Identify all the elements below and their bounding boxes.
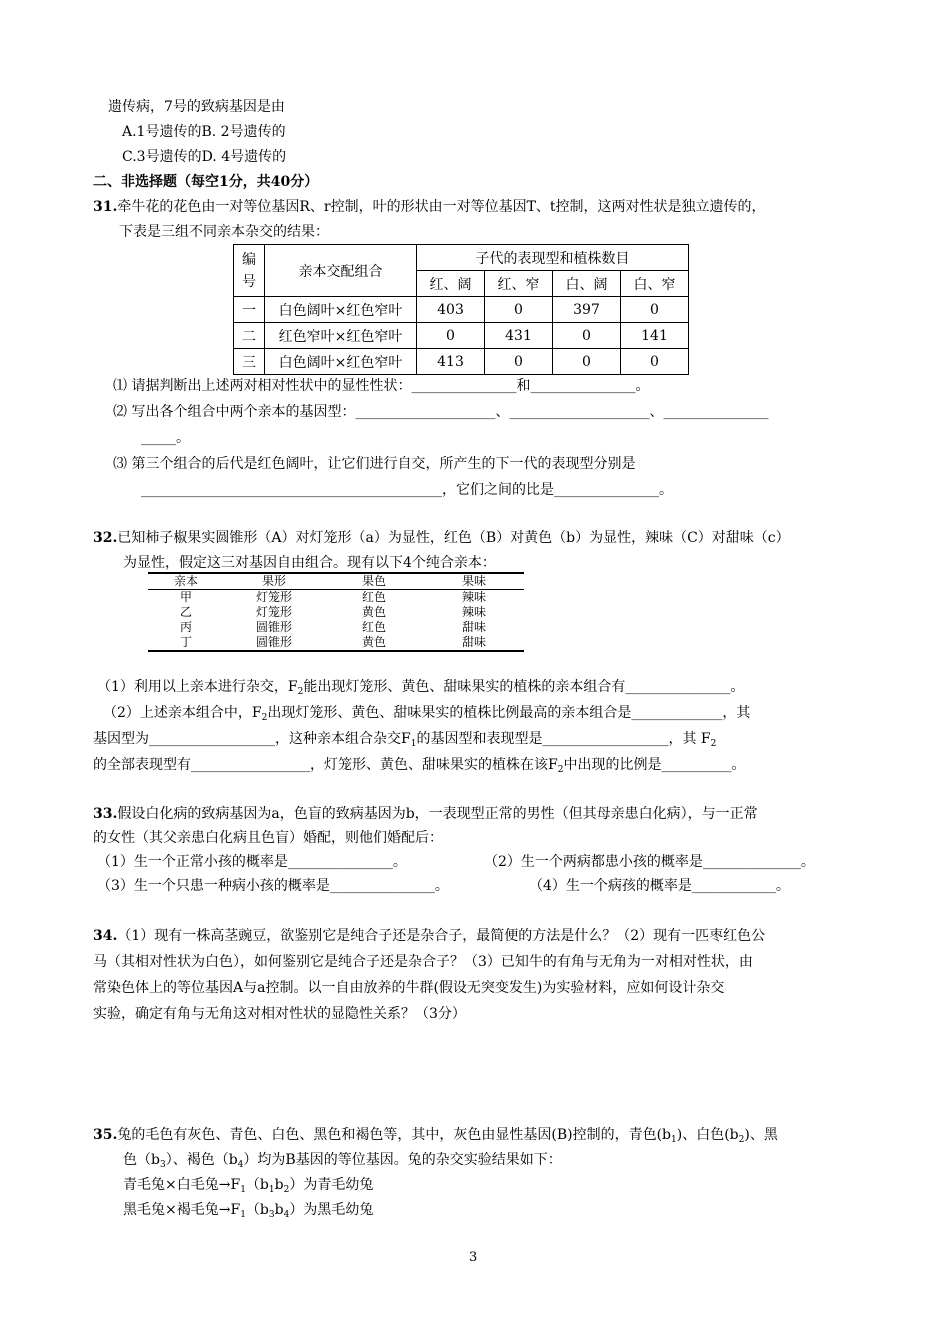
- q31-text-1: [93, 197, 766, 217]
- q31-row-id: 一: [234, 297, 265, 323]
- q31-header-cross: 亲本交配组合: [265, 245, 417, 297]
- q31-row-value: 397: [553, 297, 621, 323]
- q31-row-value: 431: [485, 323, 553, 349]
- q32-cell: 丁: [179, 635, 192, 649]
- q32-cell: 黄色: [361, 605, 386, 619]
- q32-cell: 红色: [361, 620, 386, 634]
- q31-row-cross: 红色窄叶×红色窄叶: [265, 323, 417, 349]
- q32-cell: 甜味: [461, 635, 486, 649]
- table-row: [234, 349, 689, 375]
- q31-number: 31.: [93, 199, 118, 215]
- q32-cell: 圆锥形: [255, 635, 292, 649]
- table-row: [148, 605, 524, 620]
- q31-header-phenotype: 白、阔: [553, 271, 621, 297]
- q35-cross-1: 青毛兔×白毛兔$\to F_1(b_1b_2)$为青毛幼兔: [123, 1177, 374, 1195]
- q32-part-2: （2）上述亲本组合中，$F_2$出现灯笼形、黄色、甜味果实的植株比例最高的亲本组合是_____________，其: [103, 705, 751, 723]
- intro-line: 遗传病，7号的致病基因是由: [108, 99, 285, 115]
- q32-cell: 辣味: [461, 605, 486, 619]
- q31-row-id: 二: [234, 323, 265, 349]
- q32-header: 果色: [361, 574, 386, 588]
- q34-text-1: [93, 926, 765, 946]
- table-row: [234, 297, 689, 323]
- table-row: [148, 635, 524, 652]
- q31-cross-table: [233, 244, 689, 375]
- q34-text-4: 实验，确定有角与无角这对相对性状的显隐性关系？（3分）: [93, 1006, 466, 1022]
- q34-number: 34.: [93, 928, 118, 944]
- q31-row-value: 141: [621, 323, 689, 349]
- table-row: [234, 323, 689, 349]
- q35-cross-2: 黑毛兔×褐毛兔$\to F_1(b_3b_4)$为黑毛幼兔: [123, 1202, 374, 1220]
- q32-cell: 甲: [179, 590, 192, 604]
- q32-part-1: （1）利用以上亲本进行杂交，$F_2$能出现灯笼形、黄色、甜味果实的植株的亲本组合有_______________。: [97, 679, 745, 697]
- q35-text-2: 色$(b_3)$、褐色$(b_4)$均为B基因的等位基因。兔的杂交实验结果如下：: [123, 1152, 562, 1170]
- q31-header-phenotype: 白、窄: [621, 271, 689, 297]
- table-row: [148, 620, 524, 635]
- q31-row-value: 0: [417, 323, 485, 349]
- q32-cell: 红色: [361, 590, 386, 604]
- q31-row-value: 413: [417, 349, 485, 375]
- q34-stem: （1）现有一株高茎豌豆，欲鉴别它是纯合子还是杂合子，最简便的方法是什么？（2）现有一匹枣红色公: [117, 928, 766, 944]
- q32-stem: 已知柿子椒果实圆锥形（A）对灯笼形（a）为显性，红色（B）对黄色（b）为显性，辣味（C）对甜味（c）: [117, 530, 790, 546]
- q31-row-value: 0: [621, 349, 689, 375]
- q32-header: 果形: [261, 574, 286, 588]
- q32-cell: 丙: [179, 620, 192, 634]
- q32-cell: 乙: [179, 605, 192, 619]
- q32-cell: 甜味: [461, 620, 486, 634]
- q33-text-1: [93, 804, 758, 824]
- q31-stem: 牵牛花的花色由一对等位基因R、r控制，叶的形状由一对等位基因T、t控制，这两对性状是独立遗传的，: [117, 199, 766, 215]
- q31-part-2-cont: _____。: [141, 430, 190, 446]
- q31-text-2: 下表是三组不同亲本杂交的结果：: [119, 224, 329, 240]
- q32-header: 亲本: [173, 574, 198, 588]
- q32-part-2-cont2: 的全部表现型有_________________，灯笼形、黄色、甜味果实的植株在该$F_2$中出现的比例是__________。: [93, 757, 746, 775]
- q34-text-2: 马（其相对性状为白色），如何鉴别它是纯合子还是杂合子？（3）已知牛的有角与无角为一对相对性状，由: [93, 954, 753, 970]
- intro-options-ab: A.1号遗传的B. 2号遗传的: [122, 124, 286, 140]
- q31-header-offspring: 子代的表现型和植株数目: [417, 245, 689, 271]
- q32-cell: 辣味: [461, 590, 486, 604]
- q34-text-3: 常染色体上的等位基因A与a控制。以一自由放养的牛群(假设无突变发生)为实验材料，应如何设计杂交: [93, 980, 725, 996]
- q35-text-1: 35.兔的毛色有灰色、青色、白色、黑色和褐色等，其中，灰色由显性基因(B)控制的，青色$(b_1)$、白色$(b_2)$、黑: [93, 1127, 778, 1145]
- q33-stem: 假设白化病的致病基因为a，色盲的致病基因为b，一表现型正常的男性（但其母亲患白化病），与一正常: [117, 806, 758, 822]
- q32-number: 32.: [93, 530, 118, 546]
- q31-part-3-cont: ___________________________________________，它们之间的比是_______________。: [141, 482, 673, 498]
- q32-cell: 灯笼形: [255, 605, 292, 619]
- q31-header-id: 编 号: [234, 245, 265, 297]
- q32-parent-table: [148, 572, 524, 652]
- q31-row-value: 0: [485, 297, 553, 323]
- q31-row-cross: 白色阔叶×红色窄叶: [265, 297, 417, 323]
- q31-row-value: 0: [621, 297, 689, 323]
- q31-row-value: 0: [553, 349, 621, 375]
- q31-row-value: 0: [485, 349, 553, 375]
- q32-header: 果味: [461, 574, 486, 588]
- q32-part-2-cont: 基因型为__________________，这种亲本组合杂交$F_1$的基因型和表现型是__________________，其 $F_2$: [93, 731, 717, 749]
- table-row: [148, 589, 524, 605]
- q32-cell: 黄色: [361, 635, 386, 649]
- q31-row-value: 403: [417, 297, 485, 323]
- q32-cell: 灯笼形: [255, 590, 292, 604]
- table-row: [148, 572, 524, 589]
- q33-part-3: （3）生一个只患一种病小孩的概率是_______________。: [97, 878, 449, 894]
- section-title: 二、非选择题（每空1分，共40分）: [93, 174, 319, 190]
- q33-part-2: （2）生一个两病都患小孩的概率是______________。: [484, 854, 815, 870]
- q32-text-2: 为显性，假定这三对基因自由组合。现有以下4个纯合亲本：: [123, 555, 496, 571]
- q33-text-2: 的女性（其父亲患白化病且色盲）婚配，则他们婚配后：: [93, 830, 443, 846]
- q32-text-1: [93, 528, 790, 548]
- q31-row-cross: 白色阔叶×红色窄叶: [265, 349, 417, 375]
- q31-part-1: ⑴ 请据判断出上述两对相对性状中的显性性状：_______________和_______________。: [113, 378, 650, 394]
- q31-part-3: ⑶ 第三个组合的后代是红色阔叶，让它们进行自交，所产生的下一代的表现型分别是: [113, 456, 636, 472]
- q31-row-id: 三: [234, 349, 265, 375]
- page-number: 3: [469, 1250, 478, 1265]
- q33-number: 33.: [93, 806, 118, 822]
- intro-options-cd: C.3号遗传的D. 4号遗传的: [122, 149, 287, 165]
- q31-row-value: 0: [553, 323, 621, 349]
- q31-header-phenotype: 红、窄: [485, 271, 553, 297]
- q31-header-phenotype: 红、阔: [417, 271, 485, 297]
- q33-part-4: （4）生一个病孩的概率是____________。: [529, 878, 790, 894]
- q35-number: 35.: [93, 1127, 118, 1143]
- q33-part-1: （1）生一个正常小孩的概率是_______________。: [97, 854, 407, 870]
- q32-cell: 圆锥形: [255, 620, 292, 634]
- q31-part-2: ⑵ 写出各个组合中两个亲本的基因型：____________________、____________________、_______________: [113, 404, 769, 420]
